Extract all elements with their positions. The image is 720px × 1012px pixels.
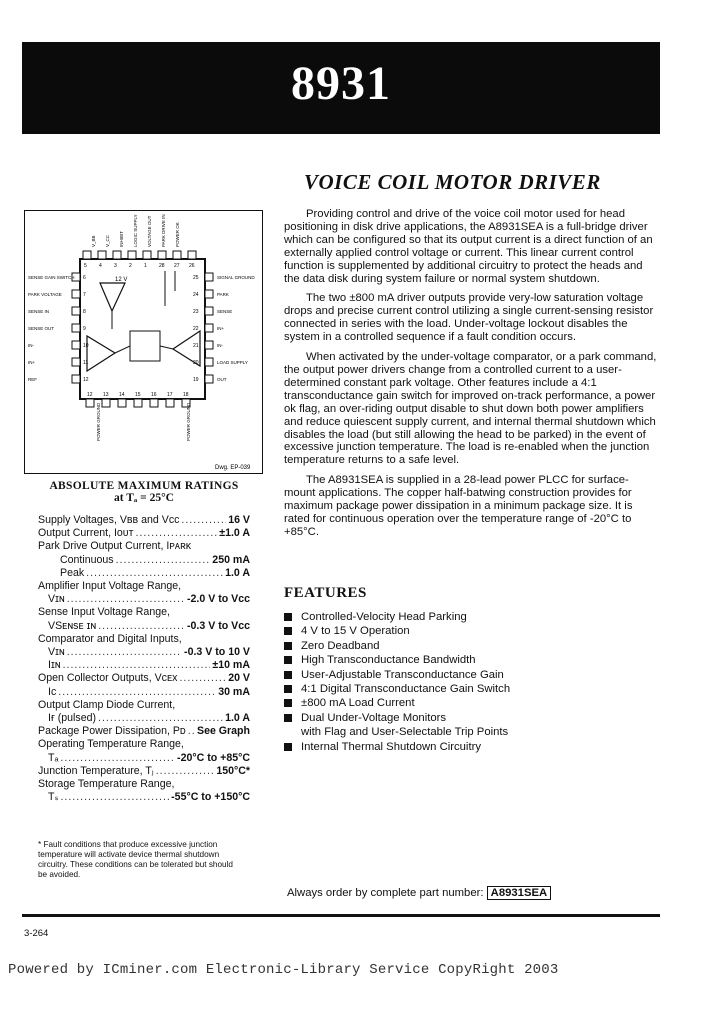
bullet-icon [284, 714, 292, 722]
pin-number: 23 [193, 309, 199, 315]
pin-number: 18 [183, 392, 189, 398]
pin-pad [102, 399, 110, 407]
feature-item [284, 653, 660, 667]
pin-pad [72, 307, 80, 315]
rating-label: Vɪɴ [48, 593, 65, 606]
pin-pad [118, 399, 126, 407]
rating-label: Tₛ [48, 791, 59, 804]
pin-pad [205, 273, 213, 281]
pin-number: 24 [193, 292, 199, 298]
rating-label: Iᴄ [48, 685, 57, 698]
leader-dots [60, 752, 175, 765]
rating-row [38, 725, 250, 738]
pin-label: PARK VOLTAGE [28, 292, 62, 297]
pin-pad [166, 399, 174, 407]
pin-number: 22 [193, 326, 199, 332]
pin-label: POWER GROUND [96, 402, 101, 441]
package-outline [80, 259, 205, 399]
leader-dots [156, 765, 215, 778]
pin-label: LOGIC SUPPLY [133, 214, 138, 247]
leader-dots [67, 593, 185, 606]
drawing-number: Dwg. EP-039 [215, 465, 251, 471]
ratings-table [38, 514, 250, 804]
rating-label: Tₐ [48, 751, 59, 764]
pin-pad [83, 251, 91, 259]
pin-label: SENSE IN [28, 309, 50, 314]
inner-voltage-label: 12 V [115, 277, 128, 283]
rating-value: -2.0 V to Vᴄᴄ [187, 593, 250, 606]
pin-label: POWER OK [175, 222, 180, 247]
page-number: 3-264 [24, 928, 49, 939]
rating-value: 250 mA [212, 553, 250, 566]
pin-label: LOAD SUPPLY [217, 360, 248, 365]
rating-value: 1.0 A [225, 566, 250, 579]
pin-pad [72, 290, 80, 298]
rating-label: Output Clamp Diode Current, [38, 698, 176, 711]
bullet-icon [284, 685, 292, 693]
rating-row [38, 527, 250, 540]
pin-number: 28 [159, 263, 165, 269]
rating-row [38, 580, 250, 593]
pin-pad [205, 375, 213, 383]
pin-label: IN- [217, 343, 223, 348]
pin-number: 11 [83, 360, 89, 366]
rating-row [38, 765, 250, 778]
part-number-heading: 8931 [291, 57, 391, 110]
rating-label: Amplifier Input Voltage Range, [38, 580, 182, 593]
rating-row [38, 567, 250, 580]
leader-dots [181, 514, 226, 527]
feature-text: 4:1 Digital Transconductance Gain Switch [301, 683, 511, 696]
rating-label: VЅᴇɴѕᴇ ɪɴ [48, 619, 97, 632]
feature-text: Internal Thermal Shutdown Circuitry [301, 740, 481, 753]
rating-value: 30 mA [218, 685, 250, 698]
bullet-icon [284, 699, 292, 707]
pin-number: 7 [83, 292, 86, 298]
pin-pad [72, 375, 80, 383]
features-heading: FEATURES [284, 585, 367, 601]
rating-label: Comparator and Digital Inputs, [38, 632, 182, 645]
rating-value: ±10 mA [212, 659, 250, 672]
rating-label: Peak [60, 566, 85, 579]
rating-label: Package Power Dissipation, Pᴅ [38, 725, 186, 738]
feature-text: 4 V to 15 V Operation [301, 625, 410, 638]
feature-item [284, 711, 660, 725]
rating-label: Operating Temperature Range, [38, 738, 184, 751]
powered-by-footer: Powered by ICminer.com Electronic-Library Service CopyRight 2003 [8, 962, 559, 978]
leader-dots [98, 712, 223, 725]
pin-pad [72, 324, 80, 332]
intro-paragraph: The two ±800 mA driver outputs provide very-low saturation voltage drops and precise current control utilizing a single current-sensing resistor connected in series with the load. Under-voltage lockout disables the system in a controlled sequence if a fault condition occurs. [284, 292, 654, 344]
pinout-diagram [24, 210, 263, 474]
pin-label: IN+ [217, 326, 225, 331]
pin-pad [205, 341, 213, 349]
pin-number: 21 [193, 343, 199, 349]
rating-value: 20 V [228, 672, 250, 685]
leader-dots [63, 659, 211, 672]
pin-pad [72, 358, 80, 366]
rating-label: Park Drive Output Current, Iᴘᴀʀᴋ [38, 540, 192, 553]
pin-label: REF [28, 377, 37, 382]
pin-label: IN+ [28, 360, 36, 365]
pin-label: SENSE GAIN SWITCH [28, 275, 75, 280]
pin-pad [150, 399, 158, 407]
rating-label: Iɪɴ [48, 659, 61, 672]
leader-dots [67, 646, 182, 659]
pin-number: 8 [83, 309, 86, 315]
intro-text [284, 208, 660, 546]
pin-label: V_CC [105, 234, 110, 247]
pin-number: 26 [189, 263, 195, 269]
rating-label: Sense Input Voltage Range, [38, 606, 170, 619]
rating-row [38, 778, 250, 791]
rating-value: -0.3 V to Vᴄᴄ [187, 619, 250, 632]
feature-text: with Flag and User-Selectable Trip Points [301, 726, 509, 739]
feature-item [284, 610, 660, 624]
feature-item [284, 624, 660, 638]
leader-dots [179, 672, 226, 685]
pin-label: VOLTAGE OUT [147, 215, 152, 247]
title-banner [22, 42, 660, 134]
intro-paragraph: Providing control and drive of the voice coil motor used for head positioning in disk drive applications, the A8931SEA is a full-bridge driver which can be configured so that its output current is a direct function of an externally applied control voltage or current. This linear current control function is supplemented by additional circuitry to protect the heads and the data disk during system failure or normal system shutdown. [284, 208, 653, 285]
feature-text: ±800 mA Load Current [301, 697, 415, 710]
features-section [284, 585, 660, 754]
pin-label: V_BB [91, 235, 96, 247]
rating-label: Continuous [60, 553, 114, 566]
feature-item [284, 639, 660, 653]
rating-label: Supply Voltages, Vʙʙ and Vᴄᴄ [38, 514, 180, 526]
rating-row [38, 738, 250, 751]
rating-row [38, 606, 250, 619]
pin-label: POWER GROUND [186, 402, 191, 441]
pinout-diagram-svg [25, 211, 262, 473]
pin-pad [205, 290, 213, 298]
internal-wire [115, 346, 130, 353]
rating-row [38, 514, 250, 527]
pin-label: OUT [217, 377, 227, 382]
rating-row [38, 699, 250, 712]
rating-row [38, 540, 250, 553]
intro-paragraph: The A8931SEA is supplied in a 28-lead power PLCC for surface-mount applications. The copper half-batwing construction provides for maximum package power dissipation in a minimum package size. It is rated for continuous operation over the temperature range of -20°C to +85°C. [284, 474, 633, 538]
feature-text: Zero Deadband [301, 639, 380, 652]
feature-item [284, 740, 660, 754]
bullet-icon [284, 671, 292, 679]
pin-number: 13 [103, 392, 109, 398]
rating-row [38, 672, 250, 685]
pin-label: PARK DRIVE IN [161, 214, 166, 247]
rating-value: -0.3 V to 10 V [184, 646, 250, 659]
rating-label: Junction Temperature, Tⱼ [38, 764, 154, 777]
bullet-icon [284, 743, 292, 751]
leader-dots [135, 527, 217, 540]
ratings-footnote: * Fault conditions that produce excessive junction temperature will activate device thermal shutdown circuitry. These conditions can be tolerated but should be avoided. [38, 840, 233, 879]
pin-number: 27 [174, 263, 180, 269]
rating-label: Output Current, Iᴏᴜᴛ [38, 527, 134, 540]
bullet-icon [284, 642, 292, 650]
rating-label: Storage Temperature Range, [38, 778, 175, 791]
rating-value: -55°C to +150°C [171, 791, 250, 804]
rating-row [38, 593, 250, 606]
order-text: Always order by complete part number: [287, 887, 484, 899]
feature-item [284, 668, 660, 682]
pin-pad [173, 251, 181, 259]
pin-pad [72, 341, 80, 349]
pin-number: 12 [87, 392, 93, 398]
pin-number: 10 [83, 343, 89, 349]
feature-item [284, 696, 660, 710]
pin-label: SIGNAL GROUND [217, 275, 255, 280]
ratings-condition: at Tₐ = 25°C [114, 492, 174, 504]
pin-label: PARK [217, 292, 229, 297]
bullet-icon [284, 613, 292, 621]
pin-label: INHIBIT [119, 230, 124, 247]
center-block [130, 331, 160, 361]
rating-row [38, 686, 250, 699]
rating-row [38, 620, 250, 633]
pin-pad [143, 251, 151, 259]
pin-number: 17 [167, 392, 173, 398]
rating-label: Iғ (pulsed) [48, 712, 97, 725]
pin-pad [134, 399, 142, 407]
pin-number: 14 [119, 392, 125, 398]
feature-text: User-Adjustable Transconductance Gain [301, 668, 504, 681]
rating-label: Open Collector Outputs, Vᴄᴇx [38, 672, 178, 685]
feature-item [284, 682, 660, 696]
rating-row [38, 633, 250, 646]
pin-number: 15 [135, 392, 141, 398]
pin-number: 20 [193, 360, 199, 366]
internal-wire [160, 346, 173, 349]
rating-row [38, 554, 250, 567]
order-info [287, 887, 551, 899]
pin-pad [128, 251, 136, 259]
rating-row [38, 646, 250, 659]
bullet-icon [284, 627, 292, 635]
feature-text: Dual Under-Voltage Monitors [301, 711, 447, 724]
pin-pad [188, 251, 196, 259]
pin-number: 3 [114, 263, 117, 269]
pin-number: 16 [151, 392, 157, 398]
pin-label: SENSE [217, 309, 233, 314]
pin-number: 12 [83, 377, 89, 383]
pin-pad [205, 358, 213, 366]
footer-rule [22, 914, 660, 917]
pin-pad [98, 251, 106, 259]
leader-dots [98, 620, 185, 633]
pin-pad [158, 251, 166, 259]
pin-pad [205, 324, 213, 332]
pin-pad [113, 251, 121, 259]
features-list [284, 610, 660, 754]
intro-paragraph: When activated by the under-voltage comparator, or a park command, the output power drivers change from a controlled current to a user-determined constant park voltage. Other features include a 4:1 transconductance gain switch for improved on-track performance, a power ok flag, an over-riding output disable to shut down both power amplifiers and reduce quiescent supply current, and internal thermal shutdown which disables the load (but still allowing the head to be parked) in the event of excessive junction temperature. The load is re-enabled when the junction temperature returns to a safe level. [284, 351, 657, 467]
absolute-maximum-ratings [38, 480, 250, 804]
pin-number: 19 [193, 377, 199, 383]
leader-dots [60, 791, 169, 804]
pin-label: SENSE OUT [28, 326, 55, 331]
rating-row [38, 712, 250, 725]
feature-text: High Transconductance Bandwidth [301, 654, 476, 667]
pin-number: 9 [83, 326, 86, 332]
leader-dots [58, 686, 216, 699]
document-title: VOICE COIL MOTOR DRIVER [304, 170, 601, 194]
pin-label: IN- [28, 343, 34, 348]
leader-dots [116, 554, 211, 567]
pin-number: 4 [99, 263, 102, 269]
pin-pad [86, 399, 94, 407]
rating-row [38, 752, 250, 765]
rating-value: -20°C to +85°C [177, 751, 250, 764]
pin-number: 1 [144, 263, 147, 269]
pin-pad [205, 307, 213, 315]
rating-row [38, 659, 250, 672]
order-part-number: A8931SEA [487, 886, 552, 900]
bullet-icon [284, 656, 292, 664]
rating-value: 1.0 A [225, 712, 250, 725]
pin-number: 5 [84, 263, 87, 269]
feature-item [284, 725, 660, 739]
leader-dots [188, 725, 195, 738]
rating-value: 150°C* [216, 764, 250, 777]
top-amplifier [100, 283, 125, 311]
ratings-heading: ABSOLUTE MAXIMUM RATINGS [49, 480, 239, 492]
rating-value: See Graph [197, 725, 250, 738]
pin-number: 6 [83, 275, 86, 281]
rating-label: Vɪɴ [48, 646, 65, 659]
pin-number: 2 [129, 263, 132, 269]
feature-text: Controlled-Velocity Head Parking [301, 611, 467, 623]
rating-row [38, 791, 250, 804]
left-amplifier [87, 336, 115, 371]
leader-dots [86, 567, 223, 580]
rating-value: ±1.0 A [219, 527, 250, 540]
pin-number: 25 [193, 275, 199, 281]
rating-value: 16 V [228, 514, 250, 526]
